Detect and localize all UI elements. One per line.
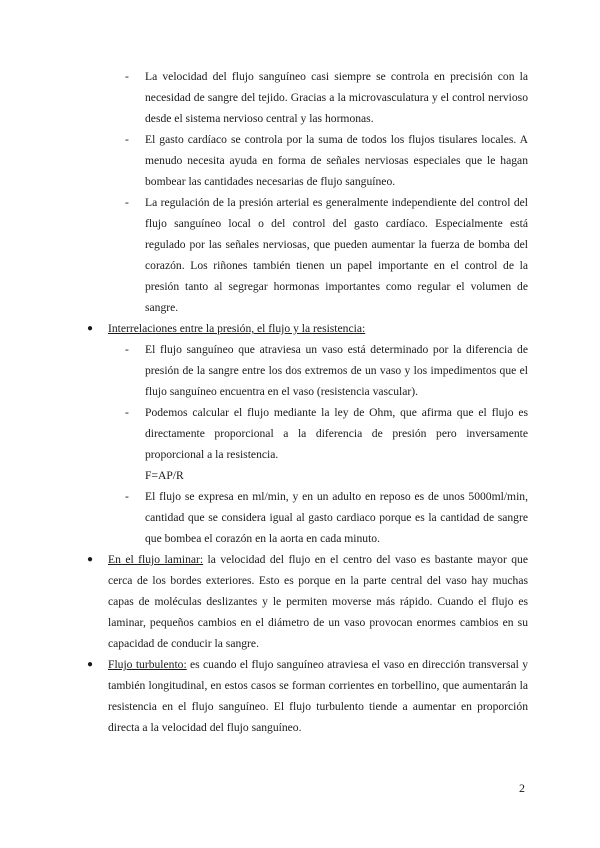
section-text: es cuando el flujo sanguíneo atraviesa el vaso en dirección transversal y también longitudinal, en estos casos se forman corrientes en torbellino, que aumentarán la resistencia en el flujo sanguíneo. El flujo turbulento tiende a aumentar en proporción directa a la velocidad del flujo sanguíneo. (108, 658, 528, 734)
formula-ohm: F=AP/R (145, 469, 184, 482)
dash-item-ley-ohm (125, 402, 528, 465)
dash-marker: - (125, 490, 129, 503)
dash-marker: - (125, 70, 129, 83)
dash-item-text: El gasto cardíaco se controla por la suma de todos los flujos tisulares locales. A menudo necesita ayuda en forma de señales nerviosas especiales que le hagan bombear las cantidades necesarias de flujo sanguíneo. (145, 133, 528, 188)
dash-item-velocidad (125, 66, 528, 129)
dash-marker: - (125, 196, 129, 209)
bullet-flujo-laminar (87, 549, 528, 654)
dash-item-flujo-expresa (125, 486, 528, 549)
bullet-marker: ● (87, 323, 94, 334)
dash-marker: - (125, 133, 129, 146)
dash-item-text: El flujo se expresa en ml/min, y en un adulto en reposo es de unos 5000ml/min, cantidad que se considera igual al gasto cardiaco porque es la cantidad de sangre que bombea el corazón en la aorta en cada minuto. (145, 490, 528, 545)
bullet-interrelaciones (87, 318, 528, 339)
section-text: la velocidad del flujo en el centro del vaso es bastante mayor que cerca de los bordes exteriores. Esto es porque en la parte central del vaso hay muchas capas de moléculas deslizantes y le permiten moverse más rápido. Cuando el flujo es laminar, pequeños cambios en el diámetro de un vaso provocan enormes cambios en su capacidad de conducir la sangre. (108, 553, 528, 650)
section-heading: Flujo turbulento: (108, 658, 187, 671)
dash-marker: - (125, 406, 129, 419)
dash-item-flujo-vaso (125, 339, 528, 402)
dash-item-text: El flujo sanguíneo que atraviesa un vaso está determinado por la diferencia de presión de la sangre entre los dos extremos de un vaso y los impedimentos que el flujo sanguíneo encuentra en el vaso (resistencia vascular). (145, 343, 528, 398)
page-number: 2 (519, 781, 525, 795)
dash-item-gasto-cardiaco (125, 129, 528, 192)
dash-marker: - (125, 343, 129, 356)
page-content (0, 66, 600, 738)
dash-item-text: La velocidad del flujo sanguíneo casi siempre se controla en precisión con la necesidad de sangre del tejido. Gracias a la microvasculatura y el control nervioso desde el sistema nervioso central y las hormonas. (145, 70, 528, 125)
bullet-flujo-turbulento (87, 654, 528, 738)
bullet-marker: ● (87, 554, 94, 565)
dash-item-text: Podemos calcular el flujo mediante la ley de Ohm, que afirma que el flujo es directamente proporcional a la diferencia de presión pero inversamente proporcional a la resistencia. (145, 406, 528, 461)
section-heading: Interrelaciones entre la presión, el flujo y la resistencia: (108, 322, 366, 335)
section-heading: En el flujo laminar: (108, 553, 204, 566)
dash-item-presion-arterial (125, 192, 528, 318)
bullet-marker: ● (87, 659, 94, 670)
dash-item-text: La regulación de la presión arterial es generalmente independiente del control del flujo sanguíneo local o del control del gasto cardíaco. Especialmente está regulado por las señales nerviosas, que pueden aumentar la fuerza de bomba del corazón. Los riñones también tienen un papel importante en el control de la presión tanto al segregar hormonas importantes como regular el volumen de sangre. (145, 196, 528, 314)
